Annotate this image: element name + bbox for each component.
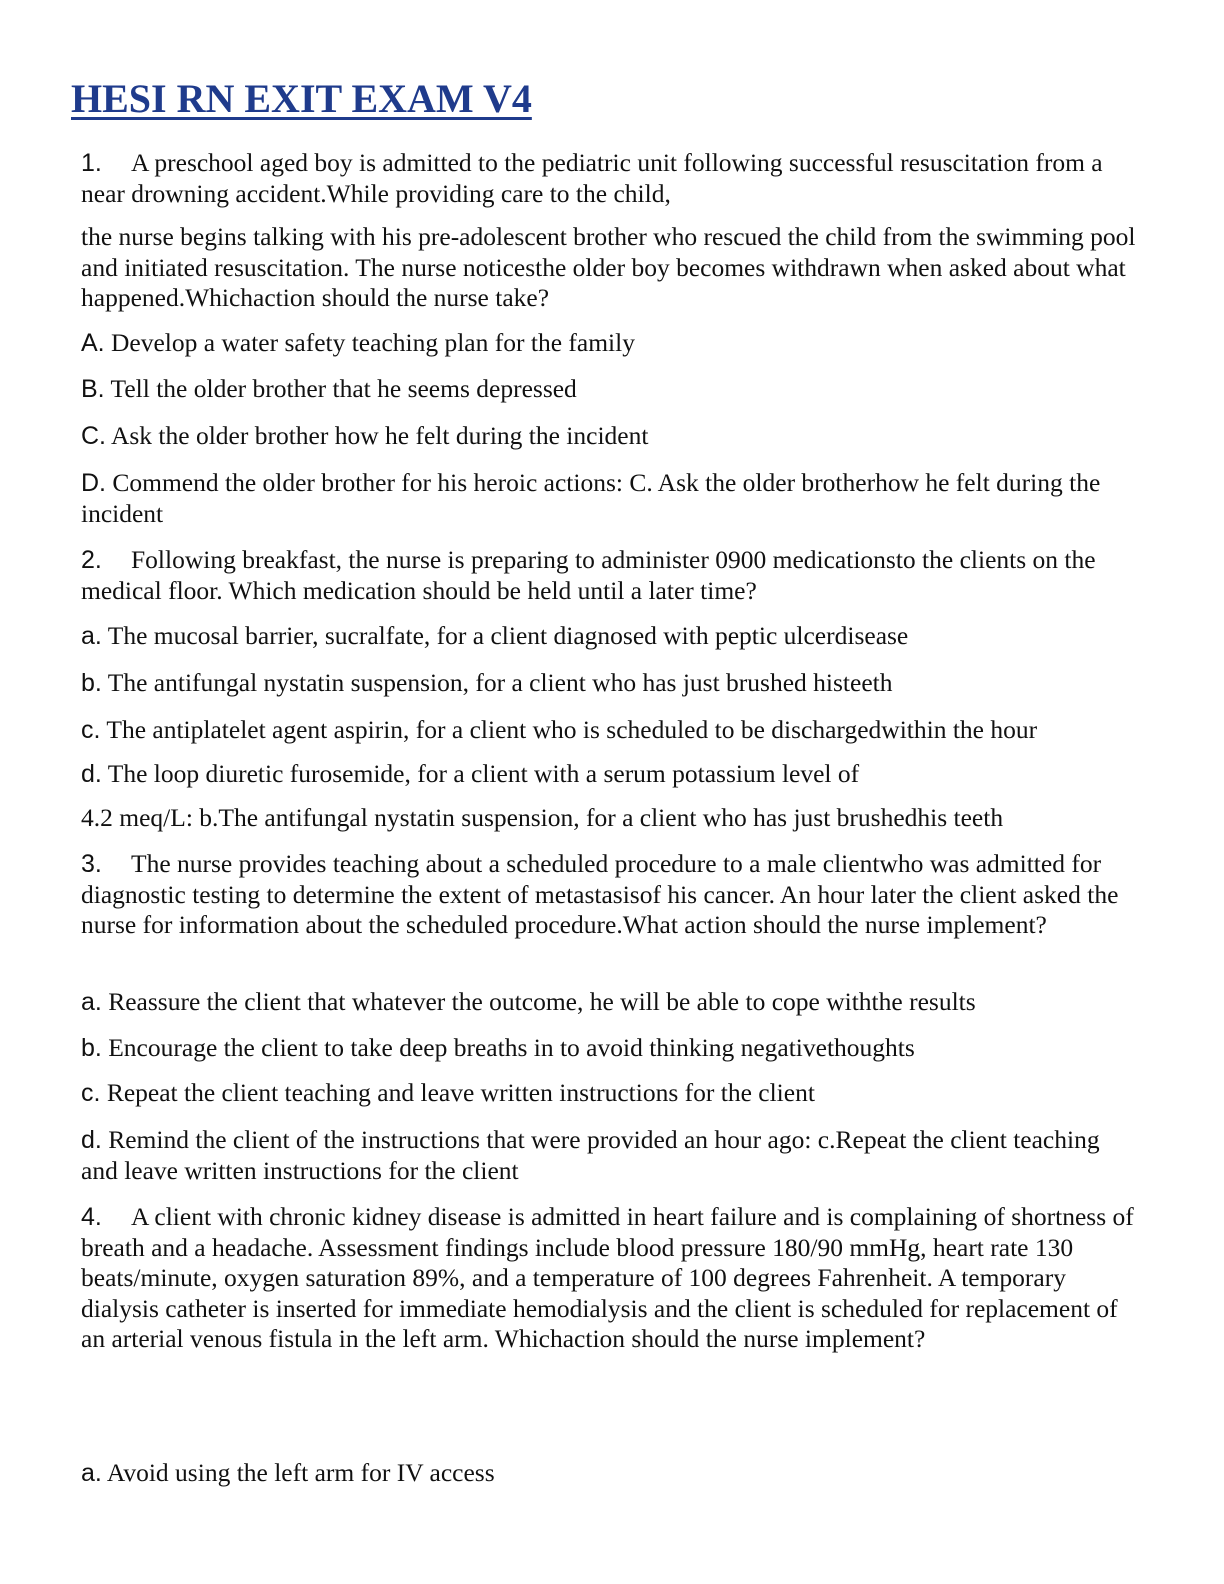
question-stem-text: A client with chronic kidney disease is admitted in heart failure and is complaining of shortness of breath and a headache. Assessment findings include blood pressure 180/90 mmHg, heart rate 130 beats/minute, oxygen saturation 89%, and a temperature of 100 degrees Fahrenheit. A temporary dialysis catheter is inserted for immediate hemodialysis and the client is scheduled for replacement of an arterial venous fistula in the left arm. Whichaction should the nurse implement? — [81, 1202, 1134, 1353]
option-1a — [81, 328, 1141, 359]
option-2b — [81, 668, 1141, 699]
option-label: a. — [81, 1459, 102, 1487]
option-text: Reassure the client that whatever the outcome, he will be able to cope withthe results — [108, 987, 976, 1016]
option-label: c. — [81, 1079, 101, 1107]
option-3b — [81, 1033, 1141, 1064]
option-1b — [81, 374, 1141, 405]
option-text: Commend the older brother for his heroic actions: C. Ask the older brotherhow he felt during the incident — [81, 468, 1101, 528]
option-label: A. — [81, 329, 105, 357]
question-number: 1. — [81, 149, 102, 177]
option-text: Avoid using the left arm for IV access — [106, 1458, 495, 1487]
document-title: HESI RN EXIT EXAM V4 — [71, 76, 532, 121]
question-number: 2. — [81, 546, 102, 574]
option-1c — [81, 421, 1141, 452]
option-2c — [81, 715, 1141, 746]
option-text: The antiplatelet agent aspirin, for a client who is scheduled to be dischargedwithin the hour — [106, 715, 1038, 744]
question-stem-text: The nurse provides teaching about a scheduled procedure to a male clientwho was admitted for diagnostic testing to determine the extent of metastasisof his cancer. An hour later the client asked the nurse for information about the scheduled procedure.What action should the nurse implement? — [81, 849, 1119, 939]
question-stem-text: A preschool aged boy is admitted to the pediatric unit following successful resuscitation from a near drowning accident.While providing care to the child, — [81, 148, 1103, 208]
option-text: Ask the older brother how he felt during the incident — [110, 421, 649, 450]
option-text: Repeat the client teaching and leave written instructions for the client — [106, 1078, 815, 1107]
option-4a — [81, 1458, 1141, 1489]
option-text: Develop a water safety teaching plan for the family — [111, 328, 635, 357]
question-3-stem — [81, 849, 1141, 941]
option-3d — [81, 1125, 1141, 1186]
option-label: C. — [81, 422, 106, 450]
option-text: Encourage the client to take deep breaths in to avoid thinking negativethoughts — [108, 1033, 915, 1062]
option-label: d. — [81, 1126, 102, 1154]
option-label: D. — [81, 469, 106, 497]
option-text: Remind the client of the instructions that were provided an hour ago: c.Repeat the client teaching and leave written instructions for the client — [81, 1125, 1100, 1185]
question-number: 3. — [81, 850, 102, 878]
option-3c — [81, 1078, 1141, 1109]
option-1d — [81, 468, 1141, 529]
option-2d — [81, 759, 1141, 790]
option-label: d. — [81, 760, 102, 788]
option-label: b. — [81, 1034, 102, 1062]
option-text: Tell the older brother that he seems depressed — [110, 374, 577, 403]
question-1-stem — [81, 148, 1141, 209]
option-label: B. — [81, 375, 105, 403]
option-2a — [81, 621, 1141, 652]
question-2-stem — [81, 545, 1141, 606]
option-3a — [81, 987, 1141, 1018]
option-label: a. — [81, 988, 102, 1016]
question-4-stem — [81, 1202, 1141, 1355]
option-label: c. — [81, 716, 101, 744]
question-number: 4. — [81, 1203, 102, 1231]
option-text: The mucosal barrier, sucralfate, for a client diagnosed with peptic ulcerdisease — [107, 621, 909, 650]
answer-line-2: 4.2 meq/L: b.The antifungal nystatin suspension, for a client who has just brushedhis teeth — [81, 803, 1004, 832]
option-text: The loop diuretic furosemide, for a client with a serum potassium level of — [107, 759, 860, 788]
question-1-stem-continued: the nurse begins talking with his pre-adolescent brother who rescued the child from the swimming pool and initiated resuscitation. The nurse noticesthe older boy becomes withdrawn when asked about what happened.Whichaction should the nurse take? — [81, 222, 1136, 312]
question-stem-text: Following breakfast, the nurse is preparing to administer 0900 medicationsto the clients on the medical floor. Which medication should be held until a later time? — [81, 545, 1096, 605]
option-label: a. — [81, 622, 102, 650]
option-text: The antifungal nystatin suspension, for a client who has just brushed histeeth — [107, 668, 893, 697]
option-label: b. — [81, 669, 102, 697]
